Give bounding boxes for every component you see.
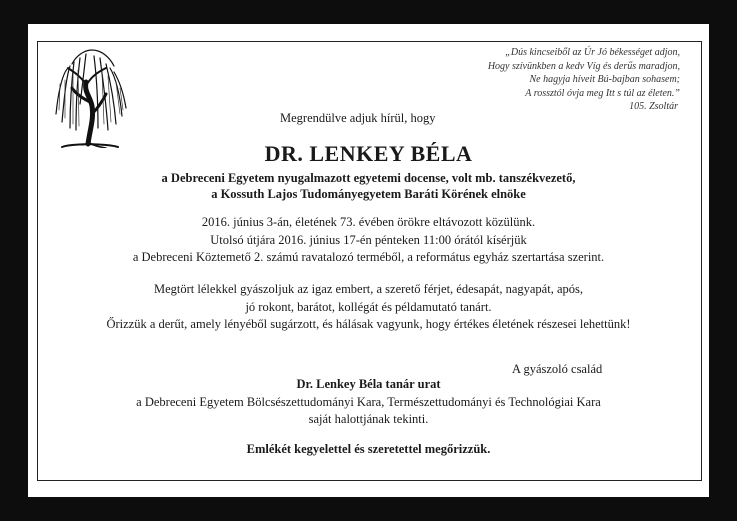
institution-name-line: Dr. Lenkey Béla tanár urat [296, 377, 441, 391]
institution-block [37, 376, 700, 429]
institution-line: saját halottjának tekinti. [308, 412, 429, 426]
death-line: 2016. június 3-án, életének 73. évében örökre eltávozott közülünk. [201, 215, 536, 229]
quote-source: 105. Zsoltár [629, 101, 678, 112]
death-paragraph [37, 214, 700, 267]
institution-line: a Debreceni Egyetem Bölcsészettudományi Kara, Természettudományi és Technológiai Kara [136, 394, 601, 409]
location-line: a Debreceni Köztemető 2. számú ravatalozó terméből, a református egyház szertartása szerint. [132, 250, 605, 264]
title-line: a Debreceni Egyetem nyugalmazott egyetemi docense, volt mb. tanszékvezető, [161, 171, 576, 185]
mourning-line: jó rokont, barátot, kollégát és példamutató tanárt. [245, 299, 492, 314]
titles-block [37, 170, 700, 202]
quote-line: A rossztól óvja meg Itt s túl az életen.” [525, 87, 680, 99]
title-line: a Kossuth Lajos Tudományegyetem Baráti Körének elnöke [211, 187, 526, 201]
deceased-name: DR. LENKEY BÉLA [264, 141, 473, 166]
mourning-line: Őrizzük a derűt, amely lényéből sugárzott, és hálásak vagyunk, hogy értékes életének részesei lehettünk! [106, 317, 631, 331]
quote-line: Ne hagyja híveit Bú-bajban sohasem; [529, 74, 680, 85]
mourning-line: Megtört lélekkel gyászoljuk az igaz embert, a szerető férjet, édesapát, nagyapát, após, [154, 282, 583, 296]
psalm-quote [448, 46, 680, 114]
quote-line: „Dús kincseiből az Úr Jó békességet adjon, [505, 47, 680, 58]
mourning-paragraph [37, 281, 700, 334]
quote-line: Hogy szívünkben a kedv Víg és derűs maradjon, [487, 60, 680, 72]
funeral-line: Utolsó útjára 2016. június 17-én pénteken 11:00 órától kísérjük [210, 232, 527, 247]
closing-line: Emlékét kegyelettel és szeretettel megőrizzük. [246, 442, 491, 456]
family-signature: A gyászoló család [512, 362, 603, 376]
weeping-willow-icon [50, 44, 130, 148]
announcement-text: Megrendülve adjuk hírül, hogy [280, 111, 436, 125]
